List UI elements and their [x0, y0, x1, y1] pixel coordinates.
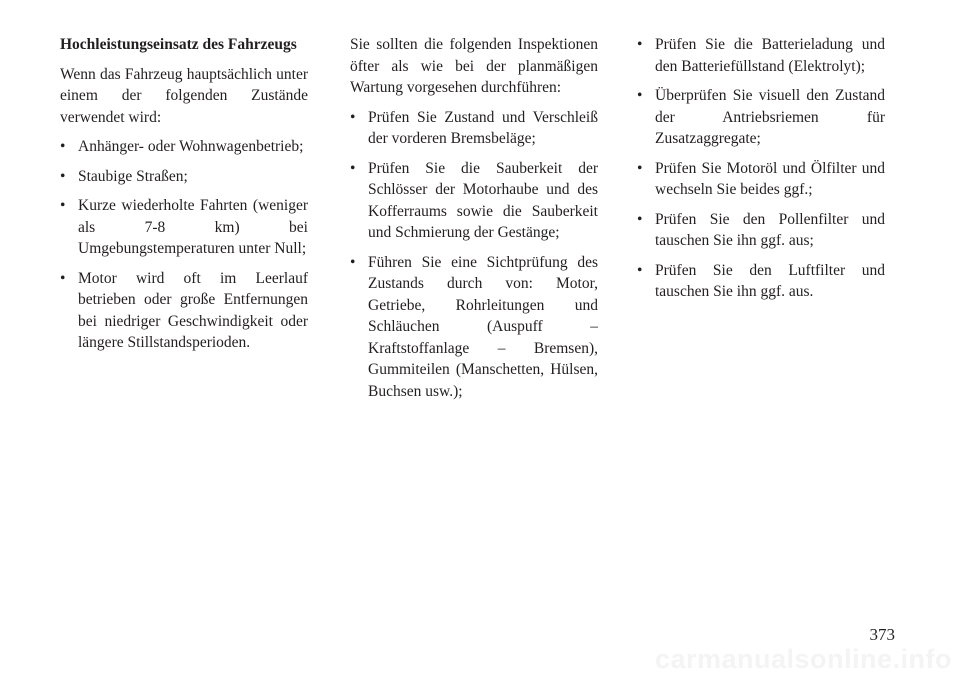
- intro-paragraph: Wenn das Fahrzeug hauptsächlich unter einem der folgenden Zustände verwendet wird:: [60, 65, 308, 126]
- bullet-icon: •: [60, 138, 66, 155]
- section-heading: Hochleistungseinsatz des Fahrzeugs: [60, 36, 297, 53]
- list-item-text: Prüfen Sie den Pollenfilter und tauschen Sie ihn ggf. aus;: [655, 210, 885, 249]
- bullet-icon: •: [350, 159, 356, 177]
- list-item-text: Staubige Straßen;: [78, 167, 188, 185]
- bullet-icon: •: [60, 269, 66, 287]
- list-item-text: Anhänger- oder Wohnwagenbetrieb;: [78, 138, 304, 155]
- list-item-text: Führen Sie eine Sichtprüfung des Zustands durch von: Motor, Getriebe, Rohrleitungen und Schläuchen (Auspuff – Kraftstoffanlage – Bremsen), Gummiteilen (Manschetten, Hülsen, Buchsen usw.);: [368, 253, 598, 400]
- bullet-icon: •: [637, 36, 643, 53]
- bullet-icon: •: [637, 261, 643, 279]
- list-item: [350, 158, 598, 244]
- bullet-icon: •: [60, 197, 66, 214]
- list-item-text: Prüfen Sie Motoröl und Ölfilter und wechseln Sie beides ggf.;: [655, 159, 885, 198]
- list-item: [637, 158, 885, 201]
- list-item: [350, 252, 598, 403]
- list-item: [637, 209, 885, 252]
- inspection-list-continued: [637, 34, 885, 303]
- list-item-text: Motor wird oft im Leerlauf betrieben oder große Entfernungen bei niedriger Geschwindigkeit oder längere Stillstandsperioden.: [78, 269, 308, 351]
- inspection-list: [350, 107, 598, 403]
- list-item-text: Prüfen Sie Zustand und Verschleiß der vorderen Bremsbeläge;: [368, 108, 598, 147]
- bullet-icon: •: [637, 87, 643, 104]
- column-3: [637, 34, 885, 311]
- intro-paragraph: Sie sollten die folgenden Inspektionen öfter als wie bei der planmäßigen Wartung vorgesehen durchführen:: [350, 36, 598, 96]
- bullet-icon: •: [350, 108, 356, 126]
- column-2: [350, 34, 598, 410]
- list-item: [60, 166, 308, 188]
- list-item: [637, 34, 885, 77]
- list-item-text: Prüfen Sie die Batterieladung und den Batteriefüllstand (Elektrolyt);: [655, 36, 885, 75]
- list-item: [637, 85, 885, 150]
- watermark: carmanualsonline.info: [654, 644, 952, 674]
- list-item-text: Prüfen Sie den Luftfilter und tauschen Sie ihn ggf. aus.: [655, 261, 885, 300]
- bullet-icon: •: [350, 253, 356, 271]
- list-item: [60, 268, 308, 354]
- list-item: [60, 136, 308, 158]
- condition-list: [60, 136, 308, 354]
- list-item-text: Überprüfen Sie visuell den Zustand der Antriebsriemen für Zusatzaggregate;: [655, 87, 885, 147]
- list-item: [350, 107, 598, 150]
- list-item-text: Prüfen Sie die Sauberkeit der Schlösser der Motorhaube und des Kofferraums sowie die Sauberkeit und Schmierung der Gestänge;: [368, 159, 598, 241]
- page-number: 373: [869, 625, 895, 644]
- bullet-icon: •: [637, 159, 643, 177]
- list-item: [637, 260, 885, 303]
- list-item-text: Kurze wiederholte Fahrten (weniger als 7-8 km) bei Umgebungstemperaturen unter Null;: [78, 197, 308, 257]
- column-1: [60, 34, 308, 362]
- list-item: [60, 195, 308, 260]
- bullet-icon: •: [60, 167, 66, 185]
- bullet-icon: •: [637, 210, 643, 228]
